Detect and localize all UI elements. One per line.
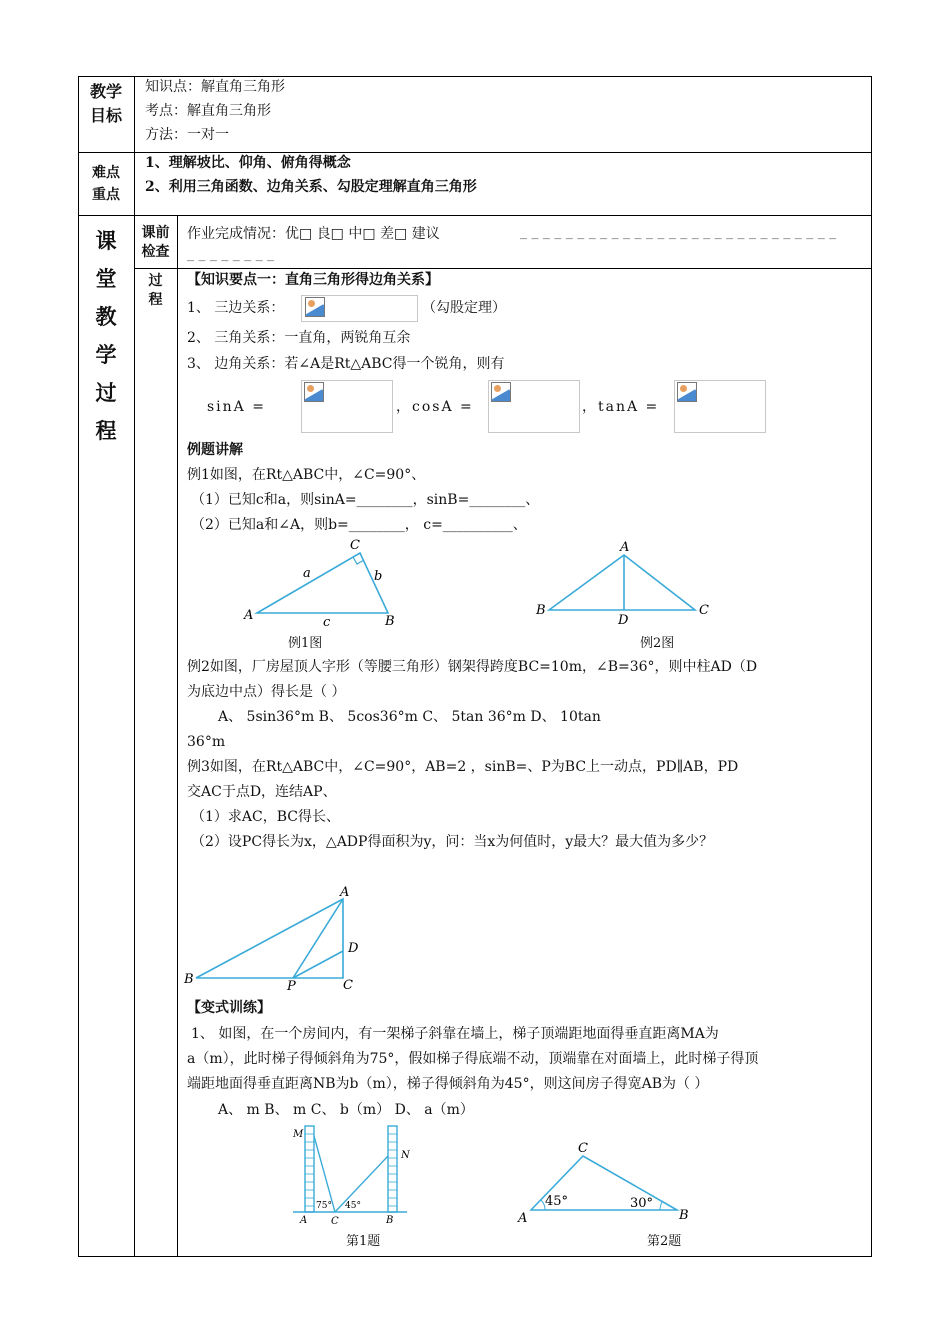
keypoints-line1: 1、理解坡比、仰角、俯角得概念	[145, 155, 351, 171]
fig4-caption: 第2题	[647, 1234, 682, 1249]
broken-image-icon	[305, 297, 325, 317]
broken-image-icon	[677, 382, 697, 402]
item2: 2、 三角关系：一直角，两锐角互余	[187, 330, 411, 346]
section2-title: 【变式训练】	[187, 1000, 271, 1016]
process-label-char: 课	[95, 228, 117, 253]
example1-q2: （2）已知a和∠A，则b=________， c=__________、	[191, 517, 527, 533]
vertex-a: A	[244, 608, 254, 623]
broken-image-icon	[304, 382, 324, 402]
process-label-char: 学	[95, 342, 117, 367]
example3-line2: 交AC于点D，连结AP、	[187, 784, 337, 800]
precheck-label-line1: 课前	[141, 225, 170, 241]
angle-arc-b	[660, 1202, 662, 1210]
vertex-c: C	[578, 1141, 588, 1156]
process-label	[78, 222, 134, 450]
example3-line1: 例3如图，在Rt△ABC中，∠C=90°，AB=2 ，sinB=、P为BC上一动点，PD∥AB，PD	[187, 759, 739, 775]
label-c: C	[331, 1216, 339, 1227]
angle-30: 30°	[630, 1196, 654, 1211]
vertex-b: B	[184, 972, 194, 987]
label-a: A	[300, 1215, 308, 1226]
training1-line1: 1、 如图，在一个房间内，有一架梯子斜靠在墙上，梯子顶端距地面得垂直距离MA为	[191, 1026, 719, 1042]
proc-label-line1: 过	[148, 273, 163, 289]
fig3-caption: 第1题	[346, 1234, 381, 1249]
example3-q2: （2）设PC得长为x，△ADP得面积为y，问：当x为何值时，y最大？最大值为多少？	[191, 834, 714, 850]
keypoints-line2: 2、利用三角函数、边角关系、勾股定理解直角三角形	[145, 179, 477, 195]
objectives-line1: 知识点：解直角三角形	[145, 79, 285, 95]
segment-ap	[293, 899, 343, 978]
process-label-char: 程	[95, 418, 117, 443]
examples-title: 例题讲解	[187, 442, 243, 458]
item1: 1、 三边关系：	[187, 300, 285, 316]
training1-line2: a（m），此时梯子得倾斜角为75°，假如梯子得底端不动，顶端靠在对面墙上，此时梯子得顶	[187, 1051, 759, 1067]
vertex-a: A	[518, 1211, 528, 1226]
segment-pd	[293, 951, 343, 978]
example2-line1: 例2如图，厂房屋顶人字形（等腰三角形）钢架得跨度BC=10m，∠B=36°，则中柱AD（D	[187, 659, 758, 675]
triangle-45-30-figure	[512, 1138, 697, 1228]
section1-title: 【知识要点一：直角三角形得边角关系】	[187, 272, 439, 288]
keypoints-label-line2: 重点	[92, 187, 120, 203]
item1-tail: （勾股定理）	[422, 300, 506, 316]
example2-options: A、 5sin36°m B、 5cos36°m C、 5tan 36°m D、 10tan	[218, 709, 601, 725]
fig1-caption: 例1图	[288, 636, 323, 651]
vertex-b: B	[536, 603, 546, 618]
left-wall	[305, 1126, 314, 1212]
homework-suggestion-line: _ _ _ _ _ _ _ _ _ _ _ _ _ _ _ _ _ _ _ _ _ _ _ _ _ _ _ _	[520, 224, 837, 240]
label-m: M	[293, 1129, 304, 1140]
angle-75: 75°	[316, 1201, 332, 1211]
side-a: a	[303, 566, 311, 581]
example1-figure	[235, 535, 405, 630]
example2-options-line2: 36°m	[187, 734, 226, 750]
angle-45: 45°	[345, 1201, 361, 1211]
broken-image-icon	[491, 382, 511, 402]
homework-suggestion-line2: _ _ _ _ _ _ _ _	[187, 246, 275, 262]
precheck-label	[134, 224, 177, 262]
proc-label-line2: 程	[148, 292, 163, 308]
process-label-char: 过	[95, 380, 117, 405]
process-label-char: 教	[95, 304, 117, 329]
vertex-a: A	[340, 885, 350, 900]
right-wall	[388, 1126, 397, 1212]
objectives-line3: 方法：一对一	[145, 127, 229, 143]
objectives-label-line1: 教学	[89, 82, 122, 101]
example3-figure	[180, 880, 365, 995]
side-c: c	[323, 615, 331, 630]
point-p: P	[287, 979, 296, 994]
example1: 例1如图，在Rt△ABC中，∠C=90°、	[187, 467, 426, 483]
keypoints-label-line1: 难点	[92, 165, 120, 181]
example2-figure	[530, 538, 720, 630]
process-label-char: 堂	[95, 266, 117, 291]
vertex-c: C	[350, 538, 360, 553]
vertex-c: C	[343, 978, 353, 993]
training1-options: A、 m B、 m C、 b（m） D、 a（m）	[218, 1102, 474, 1118]
isosceles-triangle	[549, 555, 695, 610]
objectives-label-line2: 目标	[89, 106, 122, 125]
example3-q1: （1）求AC，BC得长、	[191, 809, 340, 825]
cos-label: ，cosA =	[396, 399, 474, 415]
row-divider-2	[78, 215, 872, 216]
homework-status: 作业完成情况：优□ 良□ 中□ 差□ 建议	[187, 226, 440, 242]
triangle-abc	[257, 553, 388, 613]
row-divider-3	[134, 268, 872, 269]
label-n: N	[401, 1150, 410, 1161]
objectives-line2: 考点：解直角三角形	[145, 103, 271, 119]
objectives-label	[78, 80, 134, 128]
point-d: D	[348, 941, 359, 956]
example1-q1: （1）已知c和a，则sinA=________，sinB=________、	[191, 492, 540, 508]
example2-line2: 为底边中点）得长是（ ）	[187, 684, 346, 700]
ladder-position-2	[335, 1156, 388, 1212]
label-b: B	[386, 1215, 394, 1226]
training1-line3: 端距地面得垂直距离NB为b（m），梯子得倾斜角为45°，则这间房子得宽AB为（ ）	[187, 1076, 709, 1092]
triangle-abc	[196, 899, 343, 978]
keypoints-label	[78, 162, 134, 206]
fig2-caption: 例2图	[640, 636, 675, 651]
right-wall-hatching	[388, 1134, 397, 1206]
side-b: b	[374, 569, 383, 584]
col-divider-2	[177, 215, 178, 1257]
angle-45: 45°	[545, 1194, 569, 1209]
table-bottom-border	[78, 1256, 872, 1257]
vertex-b: B	[679, 1208, 689, 1223]
precheck-label-line2: 检查	[141, 244, 170, 260]
sin-label: sinA =	[207, 399, 266, 415]
point-d: D	[618, 613, 629, 628]
tan-label: ，tanA =	[582, 399, 660, 415]
proc-label	[134, 272, 177, 310]
left-wall-hatching	[305, 1134, 314, 1206]
item3: 3、 边角关系：若∠A是Rt△ABC得一个锐角，则有	[187, 356, 505, 372]
vertex-b: B	[385, 614, 395, 629]
ladder-figure	[285, 1122, 415, 1227]
vertex-c: C	[699, 603, 709, 618]
table-right-border	[871, 76, 872, 1257]
vertex-a: A	[620, 540, 630, 555]
